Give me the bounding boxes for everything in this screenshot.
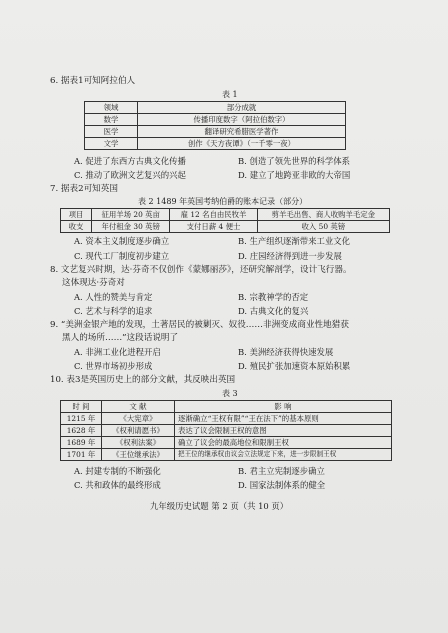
question-6-option-a: A. 促进了东西方古典文化传播: [74, 156, 186, 166]
table-1: [84, 101, 346, 150]
page-footer: 九年级历史试题 第 2 页（共 10 页）: [150, 501, 289, 511]
table-2-cell: 年付租金 30 英镑: [92, 221, 170, 233]
table-3-cell: 1689 年: [61, 437, 102, 449]
question-7-option-c: C. 现代工厂制度初步建立: [74, 251, 170, 261]
question-6-option-c: C. 推动了欧洲文艺复兴的兴起: [74, 170, 186, 180]
question-10-stem: 10. 表3是英国历史上的部分文献，其反映出英国: [50, 375, 236, 385]
table-3-cell: 《权利法案》: [102, 437, 175, 449]
table-3-cell: 《权利请愿书》: [102, 425, 175, 437]
table-3-cell: 1701 年: [61, 449, 102, 461]
question-7-option-b: B. 生产组织逐渐带来工业文化: [238, 236, 350, 246]
question-9-stem-line-2: 黑人的场所……”这段话说明了: [62, 333, 179, 343]
table-3-cell: 逐渐确立“王权有限”“王在法下”的基本原则: [175, 413, 392, 425]
table-3-cell: 《王位继承法》: [102, 449, 175, 461]
question-7-stem: 7. 据表2可知英国: [50, 184, 118, 194]
table-1-cell: 翻译研究希腊医学著作: [138, 126, 346, 138]
table-2-cell: 收入 50 英镑: [257, 221, 389, 233]
question-9-option-a: A. 非洲工业化进程开启: [74, 347, 161, 357]
question-8-option-d: D. 古典文化的复兴: [238, 306, 309, 316]
table-1-header-cell: 部分成就: [138, 102, 346, 114]
table-3-cell: 把王位的继承权由议会立法规定下来，进一步限制王权: [175, 449, 392, 461]
question-10-option-a: A. 封建专制的不断强化: [74, 466, 161, 476]
table-1-cell: 数学: [85, 114, 138, 126]
table-3-cell: 1628 年: [61, 425, 102, 437]
table-2-cell: 征用羊场 20 英亩: [92, 209, 170, 221]
question-8-option-b: B. 宗教神学的否定: [238, 292, 309, 302]
question-8-stem-line-2: 这体现达·芬奇对: [62, 278, 125, 288]
table-3-header-cell: 影 响: [175, 401, 392, 413]
question-6-option-d: D. 建立了地跨亚非欧的大帝国: [238, 170, 351, 180]
question-9-option-d: D. 殖民扩张加速资本原始积累: [238, 361, 351, 371]
table-2-cell: 支付日薪 4 便士: [170, 221, 257, 233]
table-1-cell: 医学: [85, 126, 138, 138]
question-7-option-a: A. 资本主义制度逐步确立: [74, 236, 170, 246]
question-8-stem: 8. 文艺复兴时期，达·芬奇不仅创作《蒙娜丽莎》，还研究解剖学，设计飞行器。: [50, 265, 352, 275]
question-7-option-d: D. 庄园经济得到进一步发展: [238, 251, 342, 261]
question-9-option-b: B. 美洲经济获得快速发展: [238, 347, 334, 357]
table-3-header-cell: 文 献: [102, 401, 175, 413]
table-1-header-cell: 领域: [85, 102, 138, 114]
table-2-cell: 雇 12 名自由民牧羊: [170, 209, 257, 221]
question-9-option-c: C. 世界市场初步形成: [74, 361, 153, 371]
table-2: [60, 208, 390, 233]
question-6-stem: 6. 据表1可知阿拉伯人: [50, 76, 136, 86]
table-1-cell: 创作《天方夜谭》（一千零一夜）: [138, 138, 346, 150]
question-9-stem: 9. “美洲金银产地的发现，土著居民的被剿灭、奴役……非洲变成商业性地猎获: [50, 320, 349, 330]
question-8-option-a: A. 人性的赞美与肯定: [74, 292, 153, 302]
table-3-header-cell: 时 间: [61, 401, 102, 413]
question-10-option-c: C. 共和政体的最终形成: [74, 480, 161, 490]
table-3-cell: 《大宪章》: [102, 413, 175, 425]
table-1-cell: 传播印度数字（阿拉伯数字）: [138, 114, 346, 126]
table-3-caption: 表 3: [222, 389, 238, 398]
table-3: [60, 400, 392, 461]
table-1-cell: 文学: [85, 138, 138, 150]
question-6-option-b: B. 创造了领先世界的科学体系: [238, 156, 350, 166]
question-8-option-c: C. 艺术与科学的追求: [74, 306, 153, 316]
question-10-option-b: B. 君主立宪制逐步确立: [238, 466, 325, 476]
table-2-cell: 项目: [61, 209, 92, 221]
table-3-cell: 1215 年: [61, 413, 102, 425]
table-3-cell: 表达了议会限制王权的意图: [175, 425, 392, 437]
table-2-caption: 表 2 1489 年英国考纳伯爵的账本记录（部分）: [138, 197, 308, 206]
table-2-cell: 收支: [61, 221, 92, 233]
table-3-cell: 确立了议会的最高地位和限制王权: [175, 437, 392, 449]
table-1-caption: 表 1: [222, 90, 238, 99]
table-2-cell: 剪羊毛出售、商人收购羊毛定金: [257, 209, 389, 221]
question-10-option-d: D. 国家法制体系的健全: [238, 480, 326, 490]
